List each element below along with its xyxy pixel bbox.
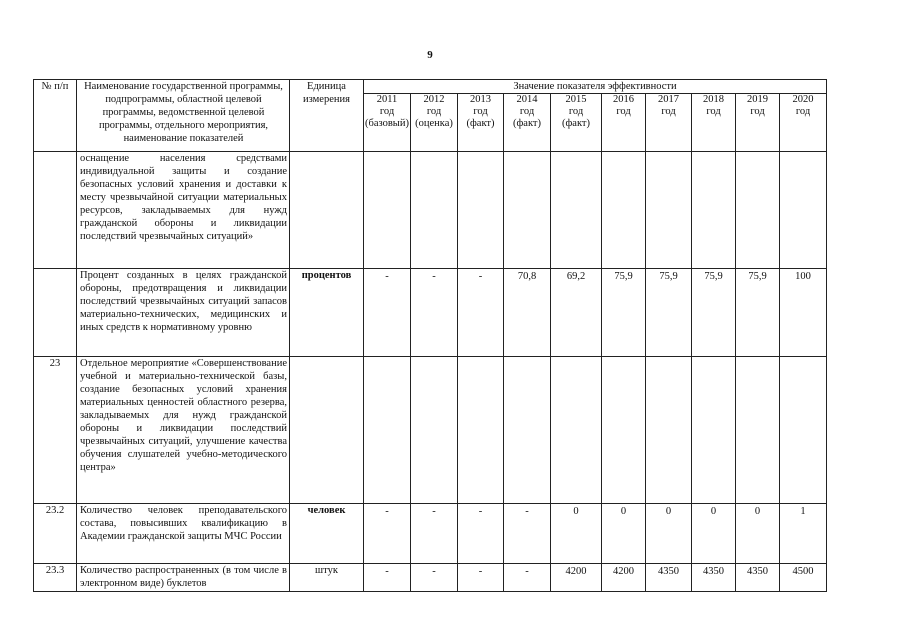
table-row	[34, 152, 827, 269]
row-value: 75,9	[736, 269, 780, 357]
row-value: -	[504, 564, 551, 592]
row-value	[364, 357, 411, 504]
row-unit: штук	[290, 564, 364, 592]
row-value	[458, 357, 504, 504]
row-value	[780, 357, 827, 504]
row-value	[646, 357, 692, 504]
header-year-cell: 2016 год	[602, 94, 646, 152]
header-year-cell: 2011 год (базовый)	[364, 94, 411, 152]
table-row	[34, 357, 827, 504]
row-value	[411, 152, 458, 269]
row-unit	[290, 357, 364, 504]
row-value: 75,9	[602, 269, 646, 357]
row-number: 23.2	[34, 504, 77, 564]
header-year-cell: 2012 год (оценка)	[411, 94, 458, 152]
row-value	[692, 357, 736, 504]
row-value: -	[458, 269, 504, 357]
row-unit	[290, 152, 364, 269]
row-value	[551, 152, 602, 269]
header-no: № п/п	[34, 80, 77, 152]
page-number: 9	[427, 49, 433, 61]
row-unit: человек	[290, 504, 364, 564]
row-value	[780, 152, 827, 269]
header-year-cell: 2015 год (факт)	[551, 94, 602, 152]
row-value: -	[364, 504, 411, 564]
row-unit: процентов	[290, 269, 364, 357]
row-value	[551, 357, 602, 504]
row-value: 0	[551, 504, 602, 564]
indicators-table	[33, 79, 827, 592]
row-value: 69,2	[551, 269, 602, 357]
row-value: 4350	[646, 564, 692, 592]
row-value	[504, 152, 551, 269]
row-value: 75,9	[692, 269, 736, 357]
row-value: 0	[736, 504, 780, 564]
row-name: Процент созданных в целях гражданской обороны, предотвращения и ликвидации последствий чрезвычайных ситуаций запасов материально-технических, медицинских и иных средств к нормативному уровню	[77, 269, 290, 357]
row-value: -	[411, 269, 458, 357]
row-value: -	[458, 504, 504, 564]
table-row	[34, 564, 827, 592]
row-value: -	[411, 564, 458, 592]
header-year-cell: 2013 год (факт)	[458, 94, 504, 152]
table-row	[34, 269, 827, 357]
row-value: -	[364, 269, 411, 357]
row-number	[34, 152, 77, 269]
header-year-cell: 2020 год	[780, 94, 827, 152]
row-value: 4200	[551, 564, 602, 592]
row-value: 4350	[736, 564, 780, 592]
row-value: -	[458, 564, 504, 592]
row-number: 23	[34, 357, 77, 504]
row-name: Отдельное мероприятие «Совершенствование учебной и материально-технической базы, создание безопасных условий хранения материальных ценностей областного резерва, закладываемых для нужд гражданской обороны и ликвидации последствий чрезвычайных ситуаций, улучшение качества обучения слушателей учебно-методического центра»	[77, 357, 290, 504]
row-value	[602, 152, 646, 269]
row-number	[34, 269, 77, 357]
row-value: -	[411, 504, 458, 564]
row-value	[736, 357, 780, 504]
row-name: Количество распространенных (в том числе в электронном виде) буклетов	[77, 564, 290, 592]
row-value: 0	[602, 504, 646, 564]
row-value	[692, 152, 736, 269]
row-value	[736, 152, 780, 269]
header-year-cell: 2014 год (факт)	[504, 94, 551, 152]
table-row	[34, 504, 827, 564]
row-value: 100	[780, 269, 827, 357]
row-value: 1	[780, 504, 827, 564]
row-value	[458, 152, 504, 269]
header-name: Наименование государственной программы, подпрограммы, областной целевой программы, ведомственной целевой программы, отдельного мероприятия, наименование показателей	[77, 80, 290, 152]
row-name: Количество человек преподавательского состава, повысивших квалификацию в Академии гражданской защиты МЧС России	[77, 504, 290, 564]
row-value: 4500	[780, 564, 827, 592]
header-year-cell: 2018 год	[692, 94, 736, 152]
row-value: -	[364, 564, 411, 592]
header-row	[34, 80, 827, 94]
row-value: -	[504, 504, 551, 564]
header-year-cell: 2019 год	[736, 94, 780, 152]
row-value	[602, 357, 646, 504]
row-value: 4200	[602, 564, 646, 592]
row-value: 70,8	[504, 269, 551, 357]
row-value: 0	[646, 504, 692, 564]
row-value: 4350	[692, 564, 736, 592]
header-unit: Единица измерения	[290, 80, 364, 152]
header-year-cell: 2017 год	[646, 94, 692, 152]
row-value	[504, 357, 551, 504]
row-value: 0	[692, 504, 736, 564]
row-value	[364, 152, 411, 269]
row-value	[411, 357, 458, 504]
row-name: оснащение населения средствами индивидуальной защиты и создание безопасных условий хранения и доставки к месту чрезвычайной ситуации материальных ресурсов, закладываемых для нужд гражданской обороны и ликвидации последствий чрезвычайных ситуаций»	[77, 152, 290, 269]
row-number: 23.3	[34, 564, 77, 592]
row-value: 75,9	[646, 269, 692, 357]
header-values-title: Значение показателя эффективности	[364, 80, 827, 94]
row-value	[646, 152, 692, 269]
